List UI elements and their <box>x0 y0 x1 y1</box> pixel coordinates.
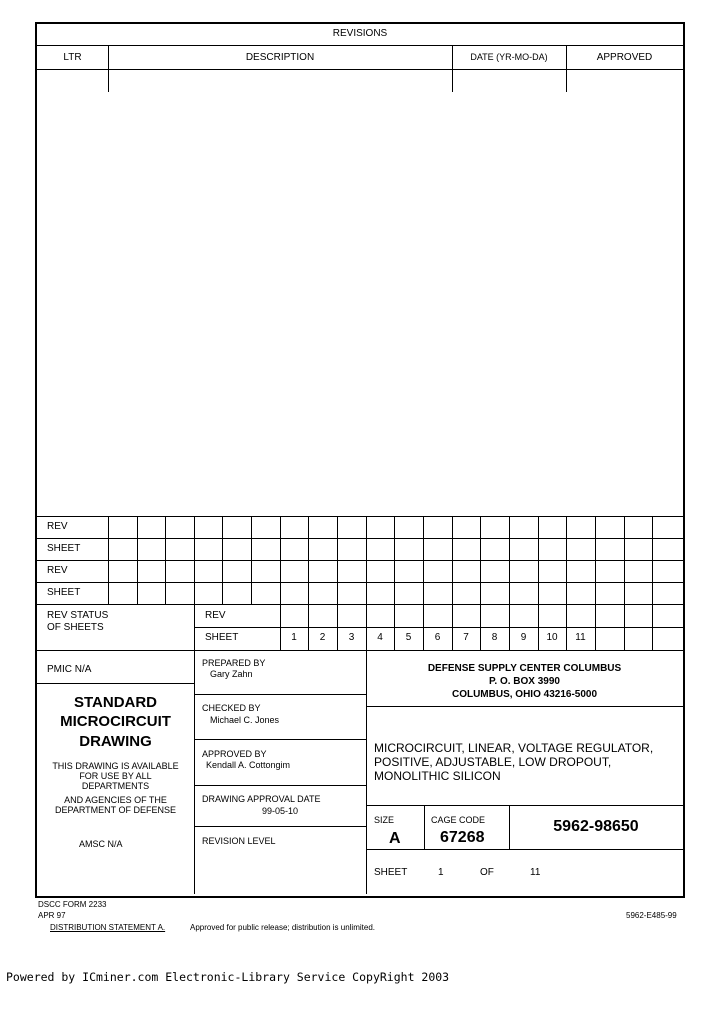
sheet-number: 3 <box>348 632 355 643</box>
checked-by-label: CHECKED BY <box>202 703 261 713</box>
standard-title: DRAWING <box>79 733 152 750</box>
status-row-label: REV <box>47 565 68 576</box>
rev-status-label: REV STATUS <box>47 610 109 621</box>
sheet-number-current: 1 <box>438 867 444 878</box>
status-row-label: SHEET <box>47 587 81 598</box>
sheet-number: 2 <box>319 632 326 643</box>
revisions-title: REVISIONS <box>332 28 388 39</box>
distribution-label: DISTRIBUTION STATEMENT A. <box>50 923 166 932</box>
sheet-of-label: OF <box>480 867 494 878</box>
sheet-number: 11 <box>575 632 586 643</box>
agency-address: P. O. BOX 3990 <box>489 676 560 687</box>
drawing-number: 5962-98650 <box>553 818 639 835</box>
agency-name: DEFENSE SUPPLY CENTER COLUMBUS <box>427 663 622 674</box>
approved-by-label: APPROVED BY <box>202 749 267 759</box>
status-row-label: REV <box>47 521 68 532</box>
sheet-label: SHEET <box>374 867 408 878</box>
status-row-label: SHEET <box>47 543 81 554</box>
sheet-number: 6 <box>434 632 441 643</box>
sheet-number: 7 <box>463 632 469 643</box>
column-date: DATE (YR-MO-DA) <box>470 52 548 62</box>
form-number: DSCC FORM 2233 <box>38 900 107 909</box>
size-value: A <box>389 830 401 847</box>
watermark: Powered by ICminer.com Electronic-Library Service CopyRight 2003 <box>6 970 450 984</box>
agency-address: COLUMBUS, OHIO 43216-5000 <box>451 689 598 700</box>
approved-by-name: Kendall A. Cottongim <box>206 760 291 770</box>
pmic-label: PMIC N/A <box>47 664 92 675</box>
availability-text: FOR USE BY ALL <box>79 771 152 781</box>
availability-text: DEPARTMENT OF DEFENSE <box>54 805 177 815</box>
sheet-number: 1 <box>291 632 297 643</box>
approval-date-label: DRAWING APPROVAL DATE <box>202 794 321 804</box>
document-code: 5962-E485-99 <box>626 911 677 920</box>
form-date: APR 97 <box>38 911 66 920</box>
sheet-number: 4 <box>377 632 383 643</box>
rev-status-label: OF SHEETS <box>47 622 104 633</box>
column-approved: APPROVED <box>596 52 653 63</box>
rev-status-rev-label: REV <box>205 610 226 621</box>
sheet-number: 8 <box>491 632 498 643</box>
drawing-title: POSITIVE, ADJUSTABLE, LOW DROPOUT, <box>374 755 612 769</box>
sheet-number: 10 <box>546 632 558 643</box>
standard-title: STANDARD <box>73 694 158 711</box>
cage-code-label: CAGE CODE <box>431 815 486 825</box>
standard-title: MICROCIRCUIT <box>60 713 171 730</box>
sheet-number: 5 <box>405 632 412 643</box>
rev-status-sheet-label: SHEET <box>205 632 239 643</box>
distribution-text: Approved for public release; distribution is unlimited. <box>190 923 375 932</box>
sheet-number-total: 11 <box>530 867 541 878</box>
column-ltr: LTR <box>63 52 82 63</box>
availability-text: THIS DRAWING IS AVAILABLE <box>52 761 179 771</box>
revision-level-label: REVISION LEVEL <box>202 836 276 846</box>
approval-date-value: 99-05-10 <box>262 806 299 816</box>
size-label: SIZE <box>374 815 395 825</box>
checked-by-name: Michael C. Jones <box>210 715 280 725</box>
amsc-label: AMSC N/A <box>79 839 123 849</box>
prepared-by-name: Gary Zahn <box>210 669 253 679</box>
drawing-title: MICROCIRCUIT, LINEAR, VOLTAGE REGULATOR, <box>374 741 654 755</box>
cage-code-value: 67268 <box>440 829 485 846</box>
drawing-title: MONOLITHIC SILICON <box>374 769 501 783</box>
availability-text: AND AGENCIES OF THE <box>64 795 167 805</box>
column-description: DESCRIPTION <box>245 52 315 63</box>
prepared-by-label: PREPARED BY <box>202 658 266 668</box>
availability-text: DEPARTMENTS <box>81 781 150 791</box>
sheet-number: 9 <box>520 632 527 643</box>
